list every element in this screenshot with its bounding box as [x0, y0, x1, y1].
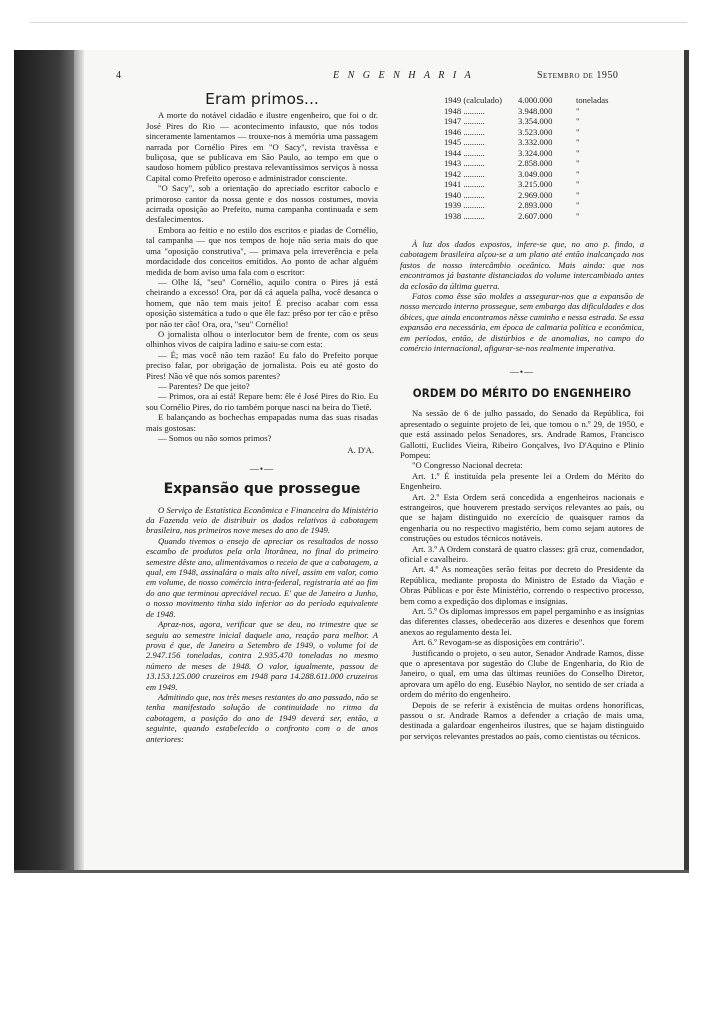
paragraph: Quando tivemos o ensejo de apreciar os resultados de nosso escambo de produtos pela orla litorânea, no final do primeiro semestre dêste ano, alimentávamos o receio de que a cabotagem, a qual, em 1948, assinalára o mais alto nível, assim em valor, como em volume, de nosso comércio intra-federal, registraria até ao fim do ano que terminou apreciável recuo. E' que de Janeiro a Junho, o nosso movimento tinha sido inferior ao do período equivalente de 1948.: [146, 535, 378, 619]
article-title-expansao: Expansão que prossegue: [163, 481, 361, 498]
table-value-cell: 3.332.000: [518, 137, 553, 147]
page-bottom-edge: [14, 870, 689, 873]
page-number: 4: [116, 70, 121, 81]
paragraph: — Somos ou não somos primos?: [158, 433, 272, 443]
table-year-cell: 1949 (calculado): [444, 95, 502, 105]
article-body-expansao: [146, 505, 378, 744]
table-row: [444, 137, 608, 148]
table-unit-cell: ": [576, 168, 580, 179]
table-year-cell: 1938 ..........: [444, 210, 485, 221]
paragraph: Art. 5.º Os diplomas impressos em papel pergaminho e as insígnias das diferentes classes, obedecerão aos dizeres e desenhos que forem anexos ao regulamento desta lei.: [400, 606, 644, 637]
paragraph: Embora ao feitio e no estilo dos escritos e piadas de Cornélio, tal campanha — que nos tempos de hoje não seria mais do que uma "oposição construtiva", — primava pela irreverência e pela mordacidade dos conceitos emitidos. Ao ponto de achar alguém medida de bom aviso uma fala com o escritor:: [146, 224, 378, 277]
paragraph: Art. 6.º Revogam-se as disposições em contrário".: [412, 637, 585, 648]
paragraph: Art. 1.º É instituída pela presente lei a Ordem do Mérito do Engenheiro.: [400, 470, 644, 492]
paragraph: Art. 2.º Esta Ordem será concedida a engenheiros nacionais e estrangeiros, que houverem prestado serviços relevantes ao país, ou que se hajam distinguido no exercício de quaisquer ramos da engenharia ou no respectivo magistério, bem como sejam autores de construções ou estudos técnicos notáveis.: [400, 491, 644, 544]
table-row: [444, 127, 608, 138]
section-ornament: —•—: [509, 367, 535, 378]
table-unit-cell: ": [576, 179, 580, 189]
table-row: [444, 200, 608, 211]
table-year-cell: 1940 ..........: [444, 189, 485, 200]
section-ornament: —•—: [249, 463, 275, 474]
table-year-cell: 1939 ..........: [444, 200, 485, 210]
magazine-title: E N G E N H A R I A: [333, 70, 474, 81]
paragraph: E balançando as bochechas empapadas numa das suas risadas mais gostosas:: [146, 412, 378, 433]
paragraph: — Olhe lá, "seu" Cornélio, aquilo contra o Pires já está cheirando a excesso! Ora, por dá cá aquela palha, você desanca o homem, que não tem mais jeito! É preciso acabar com essa oposição sistemática a tudo o que êle faz: prêso por ter cão e prêso por não ter cão! Ora, ora, "seu" Cornélio!: [146, 276, 378, 329]
paragraph: — É; mas você não tem razão! Eu falo do Prefeito porque preciso falar, por obrigação de jornalista. Pois eu até gosto do Pires! Não vê que nós somos parentes?: [146, 349, 378, 381]
paragraph: Depois de se referir à existência de muitas ordens honoríficas, passou o sr. Andrade Ramos a defender a criação de mais uma, destinada a galardoar engenheiros ilustres, que se hajam distinguido por serviços relevantes prestados ao país, como cientistas ou técnicos.: [400, 699, 644, 741]
table-row: [444, 179, 608, 190]
table-unit-cell: toneladas: [576, 95, 609, 105]
table-value-cell: 3.948.000: [518, 105, 553, 116]
table-value-cell: 3.215.000: [518, 179, 553, 189]
table-year-cell: 1942 ..........: [444, 168, 485, 179]
paragraph: "O Sacy", sob a orientação do apreciado escritor caboclo e primoroso cantor da nossa gente e dos nossos costumes, movia acirrada oposição ao Prefeito, numa campanha continuada e sem desfalecimentos.: [146, 183, 378, 225]
paragraph: Fatos como êsse são moldes a assegurar-nos que a expansão de nosso mercado interno prossegue, sem embargo das dificuldades e dos óbices, que ainda encontramos nêsse caminho e nessa estrada. Se essa expansão era necessária, em época de calmaria política e econômica, em períodos, então, de distúrbios e de anomalias, no campo do comércio internacional, afigurar-se-nos realmente imperativa.: [400, 291, 644, 354]
table-row: [444, 148, 608, 159]
paragraph: O Serviço de Estatística Econômica e Financeira do Ministério da Fazenda veio de distribuir os dados relativos à cabotagem brasileira, nos primeiros nove meses do ano de 1949.: [146, 504, 378, 536]
table-value-cell: 4.000.000: [518, 95, 553, 105]
paragraph: Justificando o projeto, o seu autor, Senador Andrade Ramos, disse que o apresentava por sugestão do Clube de Engenharia, do Rio de Janeiro, o qual, em uma das últimas reuniões do Conselho Diretor, aprovara um apêlo do eng. Eusébio Naylor, no sentido de ser criada a ordem do mérito do engenheiro.: [400, 647, 644, 700]
table-year-cell: 1941 ..........: [444, 179, 485, 189]
paragraph: Art. 4.º As nomeações serão feitas por decreto do Presidente da República, mediante proposta do Ministro de Estado da Viação e Obras Públicas e por êste Ministério, correndo o respectivo processo, bem como a expedição dos diplomas e insígnias.: [400, 564, 644, 606]
table-row: [444, 169, 608, 180]
left-column: [146, 92, 378, 744]
table-row: [444, 190, 608, 201]
paragraph: À luz dos dados expostos, infere-se que, no ano p. findo, a cabotagem brasileira alçou-se a um plano até então inalcançado nos fastos de nosso intercâmbio oceânico. Mais ainda: que nos encontramos já bastante distanciados do volume intercambiado antes da eclosão da última guerra.: [400, 239, 644, 291]
cabotage-table: [444, 95, 608, 221]
article-closing-expansao: [400, 239, 644, 353]
paragraph: A morte do notável cidadão e ilustre engenheiro, que foi o dr. José Pires do Rio — acontecimento infausto, que nós todos sinceramente lamentamos — trouxe-nos à memória uma passagem narrada por Cornélio Pires em "O Sacy", revista travêssa e buliçosa, que se publicava em São Paulo, ao tempo em que o saudoso homem público prestava relevantíssimos serviços à nossa Capital como Prefeito operoso e administrador consciente.: [146, 110, 378, 183]
right-column: [400, 95, 644, 741]
table-value-cell: 3.523.000: [518, 126, 553, 137]
table-value-cell: 3.354.000: [518, 116, 553, 126]
table-value-cell: 2.969.000: [518, 189, 553, 200]
table-row: [444, 106, 608, 117]
scan-top-line: [30, 22, 687, 23]
table-year-cell: 1945 ..........: [444, 137, 485, 147]
table-year-cell: 1946 ..........: [444, 126, 485, 137]
table-year-cell: 1948 ..........: [444, 105, 485, 116]
paragraph: Apraz-nos, agora, verificar que se deu, no trimestre que se seguiu ao semestre inicial daquele ano, reação para melhor. A prova é que, de Janeiro a Setembro de 1949, o volume foi de 2.947.156 toneladas, contra 2.935.470 toneladas no mesmo número de meses de 1948. O valor, igualmente, passou de 13.153.125.000 cruzeiros em 1948 para 14.288.611.000 cruzeiros em 1949.: [146, 619, 378, 692]
table-value-cell: 3.324.000: [518, 147, 553, 158]
table-unit-cell: ": [576, 210, 580, 221]
issue-date: Setembro de 1950: [537, 70, 619, 81]
article-title-ordem: ORDEM DO MÉRITO DO ENGENHEIRO: [412, 385, 632, 400]
paragraph: Na sessão de 6 de julho passado, do Senado da República, foi apresentado o seguinte projeto de lei, que tomou o n.º 29, de 1950, e que está assinado pelos Senadores, srs. Andrade Ramos, Francisco Gallotti, Euclides Vieira, Ribeiro Gonçalves, Ivo D'Aquino e Plinio Pompeu:: [400, 408, 644, 460]
paragraph: — Parentes? De que jeito?: [158, 380, 250, 391]
table-unit-cell: ": [576, 105, 580, 116]
page-gutter: [74, 50, 84, 872]
paragraph: O jornalista olhou o interlocutor bem de frente, com os seus olhinhos vivos de caipira ladino e saiu-se com esta:: [146, 328, 378, 350]
table-value-cell: 2.893.000: [518, 200, 553, 210]
paragraph: "O Congresso Nacional decreta:: [412, 460, 523, 471]
table-value-cell: 3.049.000: [518, 168, 553, 179]
table-unit-cell: ": [576, 126, 580, 137]
book-spine: [14, 50, 74, 872]
table-year-cell: 1943 ..........: [444, 158, 485, 168]
table-row: [444, 211, 608, 222]
table-unit-cell: ": [576, 189, 580, 200]
table-unit-cell: ": [576, 200, 580, 210]
table-unit-cell: ": [576, 116, 580, 126]
paragraph: Admitindo que, nos três meses restantes do ano passado, não se tenha manifestado solução de continuidade no ritmo da cabotagem, a posição do ano de 1949 deverá ser, então, a seguinte, quando estabelecido o confronto com o de anos anteriores:: [146, 691, 378, 744]
table-row: [444, 158, 608, 169]
table-value-cell: 2.607.000: [518, 210, 553, 221]
page-edge: [684, 50, 689, 872]
table-row: [444, 95, 608, 106]
table-unit-cell: ": [576, 137, 580, 147]
paragraph: — Primos, ora aí está! Repare bem: êle é José Pires do Rio. Eu sou Cornélio Pires, do rio também porque nasci na beira do Tietê.: [146, 391, 378, 412]
table-unit-cell: ": [576, 158, 580, 168]
table-unit-cell: ": [576, 147, 580, 158]
paragraph: Art. 3.º A Ordem constará de quatro classes: grã cruz, comendador, oficial e cavalheiro.: [400, 543, 644, 564]
article-title-eram-primos: Eram primos...: [205, 90, 319, 108]
table-row: [444, 116, 608, 127]
table-year-cell: 1947 ..........: [444, 116, 485, 126]
author-signature: A. D'A.: [347, 445, 374, 456]
table-value-cell: 2.858.000: [518, 158, 553, 168]
table-year-cell: 1944 ..........: [444, 147, 485, 158]
